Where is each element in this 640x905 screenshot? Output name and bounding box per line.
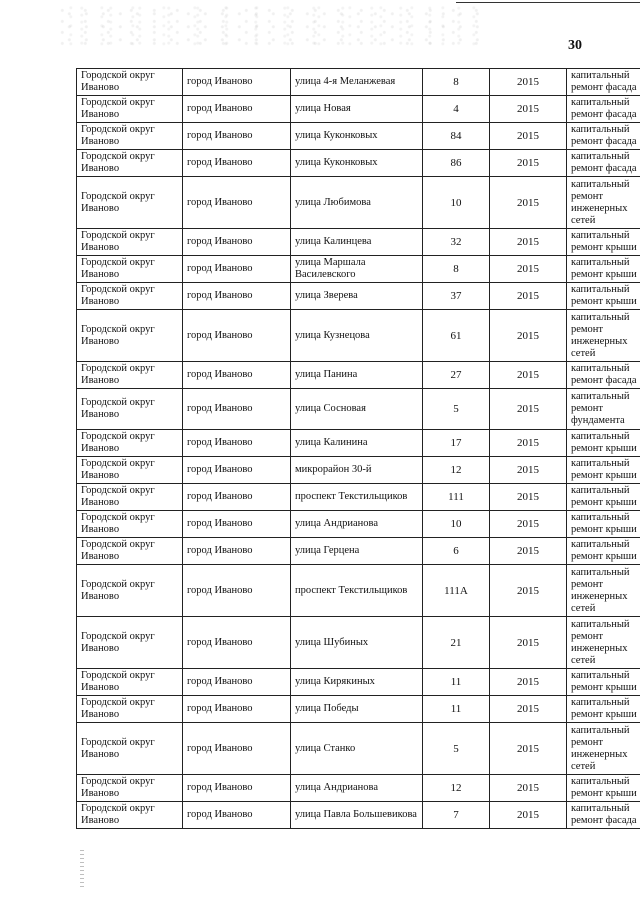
- cell-house-number: 12: [423, 457, 490, 484]
- cell-region: Городской округ Иваново: [77, 256, 183, 283]
- cell-work-type: капитальный ремонт фасада: [567, 96, 640, 123]
- cell-work-type: капитальный ремонт крыши: [567, 511, 640, 538]
- scan-margin-marks: [80, 850, 84, 890]
- cell-street: улица 4-я Меланжевая: [291, 69, 423, 96]
- cell-street: улица Маршала Василевского: [291, 256, 423, 283]
- cell-street: улица Зверева: [291, 283, 423, 310]
- cell-region: Городской округ Иваново: [77, 484, 183, 511]
- table-row: [77, 362, 640, 389]
- cell-work-type: капитальный ремонт крыши: [567, 229, 640, 256]
- cell-street: улица Панина: [291, 362, 423, 389]
- cell-region: Городской округ Иваново: [77, 177, 183, 229]
- cell-house-number: 11: [423, 669, 490, 696]
- cell-house-number: 8: [423, 256, 490, 283]
- cell-city: город Иваново: [183, 389, 291, 430]
- cell-house-number: 111: [423, 484, 490, 511]
- cell-city: город Иваново: [183, 723, 291, 775]
- cell-street: улица Павла Большевикова: [291, 802, 423, 829]
- cell-house-number: 27: [423, 362, 490, 389]
- scan-noise-decoration: [60, 6, 480, 46]
- cell-region: Городской округ Иваново: [77, 511, 183, 538]
- cell-year: 2015: [490, 617, 567, 669]
- cell-city: город Иваново: [183, 283, 291, 310]
- cell-work-type: капитальный ремонт крыши: [567, 538, 640, 565]
- cell-region: Городской округ Иваново: [77, 69, 183, 96]
- table-row: [77, 256, 640, 283]
- cell-city: город Иваново: [183, 430, 291, 457]
- cell-year: 2015: [490, 96, 567, 123]
- cell-work-type: капитальный ремонт фундамента: [567, 389, 640, 430]
- cell-work-type: капитальный ремонт фасада: [567, 150, 640, 177]
- cell-city: город Иваново: [183, 484, 291, 511]
- cell-house-number: 5: [423, 723, 490, 775]
- cell-house-number: 17: [423, 430, 490, 457]
- table-row: [77, 69, 640, 96]
- table-row: [77, 511, 640, 538]
- table-row: [77, 723, 640, 775]
- cell-work-type: капитальный ремонт инженерных сетей: [567, 310, 640, 362]
- cell-region: Городской округ Иваново: [77, 389, 183, 430]
- cell-region: Городской округ Иваново: [77, 723, 183, 775]
- cell-street: улица Новая: [291, 96, 423, 123]
- cell-city: город Иваново: [183, 617, 291, 669]
- cell-city: город Иваново: [183, 229, 291, 256]
- table-row: [77, 283, 640, 310]
- cell-house-number: 61: [423, 310, 490, 362]
- cell-year: 2015: [490, 256, 567, 283]
- cell-city: город Иваново: [183, 802, 291, 829]
- cell-work-type: капитальный ремонт крыши: [567, 775, 640, 802]
- cell-year: 2015: [490, 696, 567, 723]
- cell-street: улица Калинцева: [291, 229, 423, 256]
- cell-city: город Иваново: [183, 96, 291, 123]
- cell-work-type: капитальный ремонт фасада: [567, 362, 640, 389]
- cell-year: 2015: [490, 69, 567, 96]
- cell-street: проспект Текстильщиков: [291, 484, 423, 511]
- cell-house-number: 4: [423, 96, 490, 123]
- cell-house-number: 111А: [423, 565, 490, 617]
- table-row: [77, 696, 640, 723]
- cell-street: микрорайон 30-й: [291, 457, 423, 484]
- cell-region: Городской округ Иваново: [77, 362, 183, 389]
- table-row: [77, 565, 640, 617]
- table-row: [77, 802, 640, 829]
- cell-region: Городской округ Иваново: [77, 617, 183, 669]
- cell-house-number: 11: [423, 696, 490, 723]
- cell-region: Городской округ Иваново: [77, 150, 183, 177]
- cell-street: улица Герцена: [291, 538, 423, 565]
- cell-region: Городской округ Иваново: [77, 802, 183, 829]
- cell-work-type: капитальный ремонт фасада: [567, 802, 640, 829]
- table-row: [77, 484, 640, 511]
- cell-house-number: 32: [423, 229, 490, 256]
- cell-street: улица Кирякиных: [291, 669, 423, 696]
- cell-work-type: капитальный ремонт инженерных сетей: [567, 177, 640, 229]
- cell-city: город Иваново: [183, 310, 291, 362]
- cell-house-number: 37: [423, 283, 490, 310]
- cell-house-number: 7: [423, 802, 490, 829]
- cell-street: улица Кузнецова: [291, 310, 423, 362]
- table-row: [77, 457, 640, 484]
- cell-work-type: капитальный ремонт крыши: [567, 256, 640, 283]
- cell-region: Городской округ Иваново: [77, 775, 183, 802]
- cell-year: 2015: [490, 283, 567, 310]
- cell-house-number: 5: [423, 389, 490, 430]
- cell-region: Городской округ Иваново: [77, 123, 183, 150]
- cell-work-type: капитальный ремонт крыши: [567, 696, 640, 723]
- cell-city: город Иваново: [183, 457, 291, 484]
- cell-work-type: капитальный ремонт крыши: [567, 283, 640, 310]
- cell-work-type: капитальный ремонт крыши: [567, 484, 640, 511]
- table-row: [77, 389, 640, 430]
- cell-city: город Иваново: [183, 256, 291, 283]
- cell-year: 2015: [490, 389, 567, 430]
- cell-work-type: капитальный ремонт фасада: [567, 123, 640, 150]
- cell-year: 2015: [490, 802, 567, 829]
- cell-work-type: капитальный ремонт крыши: [567, 457, 640, 484]
- repair-schedule-table: [76, 68, 640, 829]
- cell-city: город Иваново: [183, 362, 291, 389]
- page-number: 30: [568, 38, 582, 53]
- cell-year: 2015: [490, 457, 567, 484]
- cell-city: город Иваново: [183, 511, 291, 538]
- cell-street: улица Калинина: [291, 430, 423, 457]
- table-row: [77, 775, 640, 802]
- cell-city: город Иваново: [183, 150, 291, 177]
- table-row: [77, 310, 640, 362]
- cell-year: 2015: [490, 123, 567, 150]
- cell-city: город Иваново: [183, 696, 291, 723]
- table-row: [77, 669, 640, 696]
- table-row: [77, 538, 640, 565]
- cell-year: 2015: [490, 565, 567, 617]
- cell-street: улица Куконковых: [291, 123, 423, 150]
- cell-year: 2015: [490, 150, 567, 177]
- table-row: [77, 229, 640, 256]
- cell-work-type: капитальный ремонт инженерных сетей: [567, 617, 640, 669]
- table-row: [77, 177, 640, 229]
- cell-year: 2015: [490, 310, 567, 362]
- cell-year: 2015: [490, 484, 567, 511]
- cell-work-type: капитальный ремонт фасада: [567, 69, 640, 96]
- cell-house-number: 86: [423, 150, 490, 177]
- cell-house-number: 10: [423, 511, 490, 538]
- cell-work-type: капитальный ремонт инженерных сетей: [567, 565, 640, 617]
- cell-year: 2015: [490, 362, 567, 389]
- cell-street: улица Станко: [291, 723, 423, 775]
- cell-region: Городской округ Иваново: [77, 229, 183, 256]
- cell-house-number: 12: [423, 775, 490, 802]
- table-row: [77, 150, 640, 177]
- table-body: [77, 69, 640, 829]
- cell-work-type: капитальный ремонт крыши: [567, 669, 640, 696]
- cell-city: город Иваново: [183, 69, 291, 96]
- cell-region: Городской округ Иваново: [77, 96, 183, 123]
- cell-city: город Иваново: [183, 565, 291, 617]
- cell-street: улица Победы: [291, 696, 423, 723]
- cell-house-number: 10: [423, 177, 490, 229]
- cell-city: город Иваново: [183, 123, 291, 150]
- cell-street: улица Сосновая: [291, 389, 423, 430]
- cell-city: город Иваново: [183, 669, 291, 696]
- header-rule: [456, 2, 640, 3]
- cell-work-type: капитальный ремонт крыши: [567, 430, 640, 457]
- cell-region: Городской округ Иваново: [77, 565, 183, 617]
- cell-region: Городской округ Иваново: [77, 669, 183, 696]
- table-row: [77, 123, 640, 150]
- cell-city: город Иваново: [183, 775, 291, 802]
- cell-work-type: капитальный ремонт инженерных сетей: [567, 723, 640, 775]
- cell-region: Городской округ Иваново: [77, 696, 183, 723]
- cell-city: город Иваново: [183, 538, 291, 565]
- cell-year: 2015: [490, 538, 567, 565]
- cell-street: улица Шубиных: [291, 617, 423, 669]
- cell-year: 2015: [490, 229, 567, 256]
- cell-city: город Иваново: [183, 177, 291, 229]
- table-row: [77, 617, 640, 669]
- cell-year: 2015: [490, 669, 567, 696]
- cell-year: 2015: [490, 775, 567, 802]
- cell-street: улица Любимова: [291, 177, 423, 229]
- cell-region: Городской округ Иваново: [77, 457, 183, 484]
- cell-street: проспект Текстильщиков: [291, 565, 423, 617]
- cell-year: 2015: [490, 430, 567, 457]
- cell-year: 2015: [490, 177, 567, 229]
- cell-street: улица Андрианова: [291, 511, 423, 538]
- cell-street: улица Куконковых: [291, 150, 423, 177]
- cell-house-number: 6: [423, 538, 490, 565]
- table-row: [77, 430, 640, 457]
- cell-region: Городской округ Иваново: [77, 430, 183, 457]
- cell-house-number: 8: [423, 69, 490, 96]
- cell-year: 2015: [490, 511, 567, 538]
- cell-house-number: 84: [423, 123, 490, 150]
- cell-region: Городской округ Иваново: [77, 283, 183, 310]
- cell-region: Городской округ Иваново: [77, 538, 183, 565]
- cell-street: улица Андрианова: [291, 775, 423, 802]
- table-row: [77, 96, 640, 123]
- cell-year: 2015: [490, 723, 567, 775]
- cell-region: Городской округ Иваново: [77, 310, 183, 362]
- cell-house-number: 21: [423, 617, 490, 669]
